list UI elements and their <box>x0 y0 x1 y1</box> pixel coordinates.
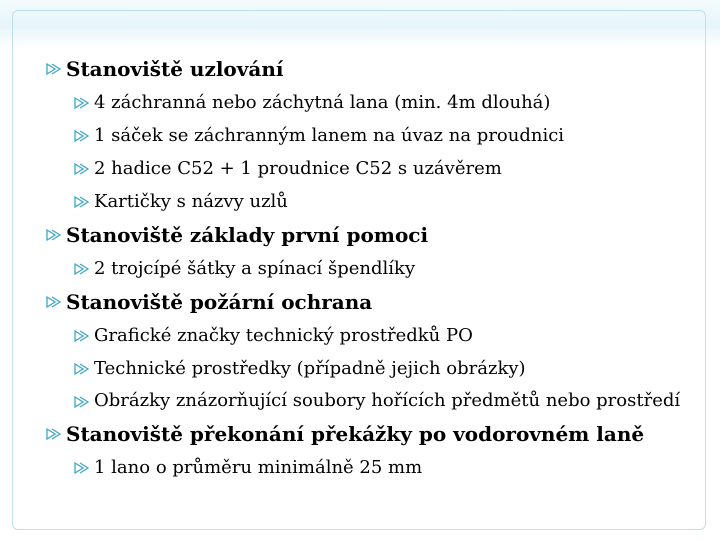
bullet-icon <box>46 296 62 308</box>
section-title-text: Stanoviště uzlování <box>66 57 284 81</box>
bullet-icon <box>46 63 62 75</box>
bullet-icon <box>74 130 90 142</box>
list-item-text: Kartičky s názvy uzlů <box>94 191 288 212</box>
bullet-icon <box>74 263 90 275</box>
list-item <box>46 352 686 385</box>
list-item-text: 1 sáček se záchranným lanem na úvaz na proudnici <box>94 125 565 146</box>
section-title-text: Stanoviště překonání překážky po vodorovném laně <box>66 422 645 446</box>
section-title-text: Stanoviště základy první pomoci <box>66 223 429 247</box>
list-item-text: 1 lano o průměru minimálně 25 mm <box>94 457 423 478</box>
slide-content <box>46 52 686 484</box>
bullet-icon <box>74 330 90 342</box>
bullet-icon <box>74 196 90 208</box>
list-item-text: 2 trojcípé šátky a spínací špendlíky <box>94 258 416 279</box>
bullet-icon <box>74 97 90 109</box>
bullet-icon <box>74 163 90 175</box>
section-title <box>46 218 686 252</box>
bullet-icon <box>46 229 62 241</box>
list-item <box>46 385 686 417</box>
section-title <box>46 417 686 451</box>
bullet-icon <box>46 428 62 440</box>
section-title <box>46 52 686 86</box>
section-title-text: Stanoviště požární ochrana <box>66 290 373 314</box>
list-item-text: 4 záchranná nebo záchytná lana (min. 4m dlouhá) <box>94 92 551 113</box>
bullet-icon <box>74 462 90 474</box>
list-item-text: Obrázky znázorňující soubory hořících předmětů nebo prostředí <box>94 390 681 411</box>
list-item <box>46 185 686 218</box>
list-item-text: 2 hadice C52 + 1 proudnice C52 s uzávěrem <box>94 158 502 179</box>
list-item <box>46 119 686 152</box>
list-item-text: Technické prostředky (případně jejich obrázky) <box>94 358 526 379</box>
list-item-text: Grafické značky technický prostředků PO <box>94 325 473 346</box>
bullet-icon <box>74 396 90 408</box>
section-title <box>46 285 686 319</box>
list-item <box>46 319 686 352</box>
list-item <box>46 451 686 484</box>
list-item <box>46 152 686 185</box>
list-item <box>46 86 686 119</box>
bullet-icon <box>74 363 90 375</box>
list-item <box>46 252 686 285</box>
